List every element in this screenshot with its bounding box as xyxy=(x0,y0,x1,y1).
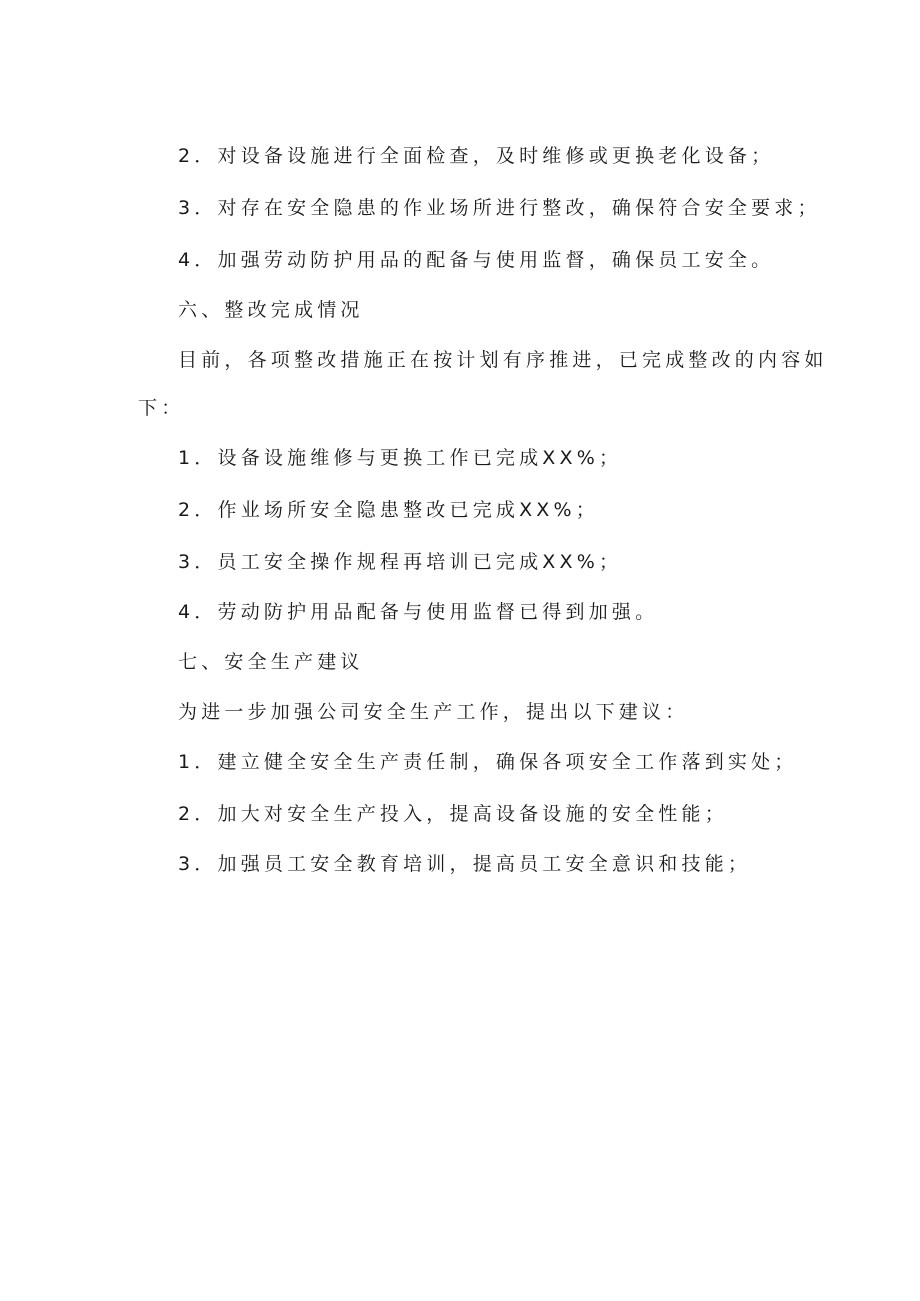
paragraph: 目前，各项整改措施正在按计划有序推进，已完成整改的内容如 xyxy=(178,349,828,371)
list-item: 2．对设备设施进行全面检查，及时维修或更换老化设备； xyxy=(178,145,775,167)
list-item: 1．设备设施维修与更换工作已完成XX%； xyxy=(178,447,623,469)
list-item: 2．作业场所安全隐患整改已完成XX%； xyxy=(178,499,599,521)
list-item: 4．加强劳动防护用品的配备与使用监督，确保员工安全。 xyxy=(178,249,775,271)
list-item: 2．加大对安全生产投入，提高设备设施的安全性能； xyxy=(178,803,728,825)
section-heading: 七、安全生产建议 xyxy=(178,651,364,673)
paragraph: 为进一步加强公司安全生产工作，提出以下建议： xyxy=(178,701,689,723)
list-item: 3．员工安全操作规程再培训已完成XX%； xyxy=(178,551,623,573)
section-heading: 六、整改完成情况 xyxy=(178,299,364,321)
paragraph-continuation: 下： xyxy=(138,397,185,419)
list-item: 3．对存在安全隐患的作业场所进行整改，确保符合安全要求； xyxy=(178,197,821,219)
list-item: 4．劳动防护用品配备与使用监督已得到加强。 xyxy=(178,601,659,623)
list-item: 1．建立健全安全生产责任制，确保各项安全工作落到实处； xyxy=(178,751,798,773)
list-item: 3．加强员工安全教育培训，提高员工安全意识和技能； xyxy=(178,853,752,875)
